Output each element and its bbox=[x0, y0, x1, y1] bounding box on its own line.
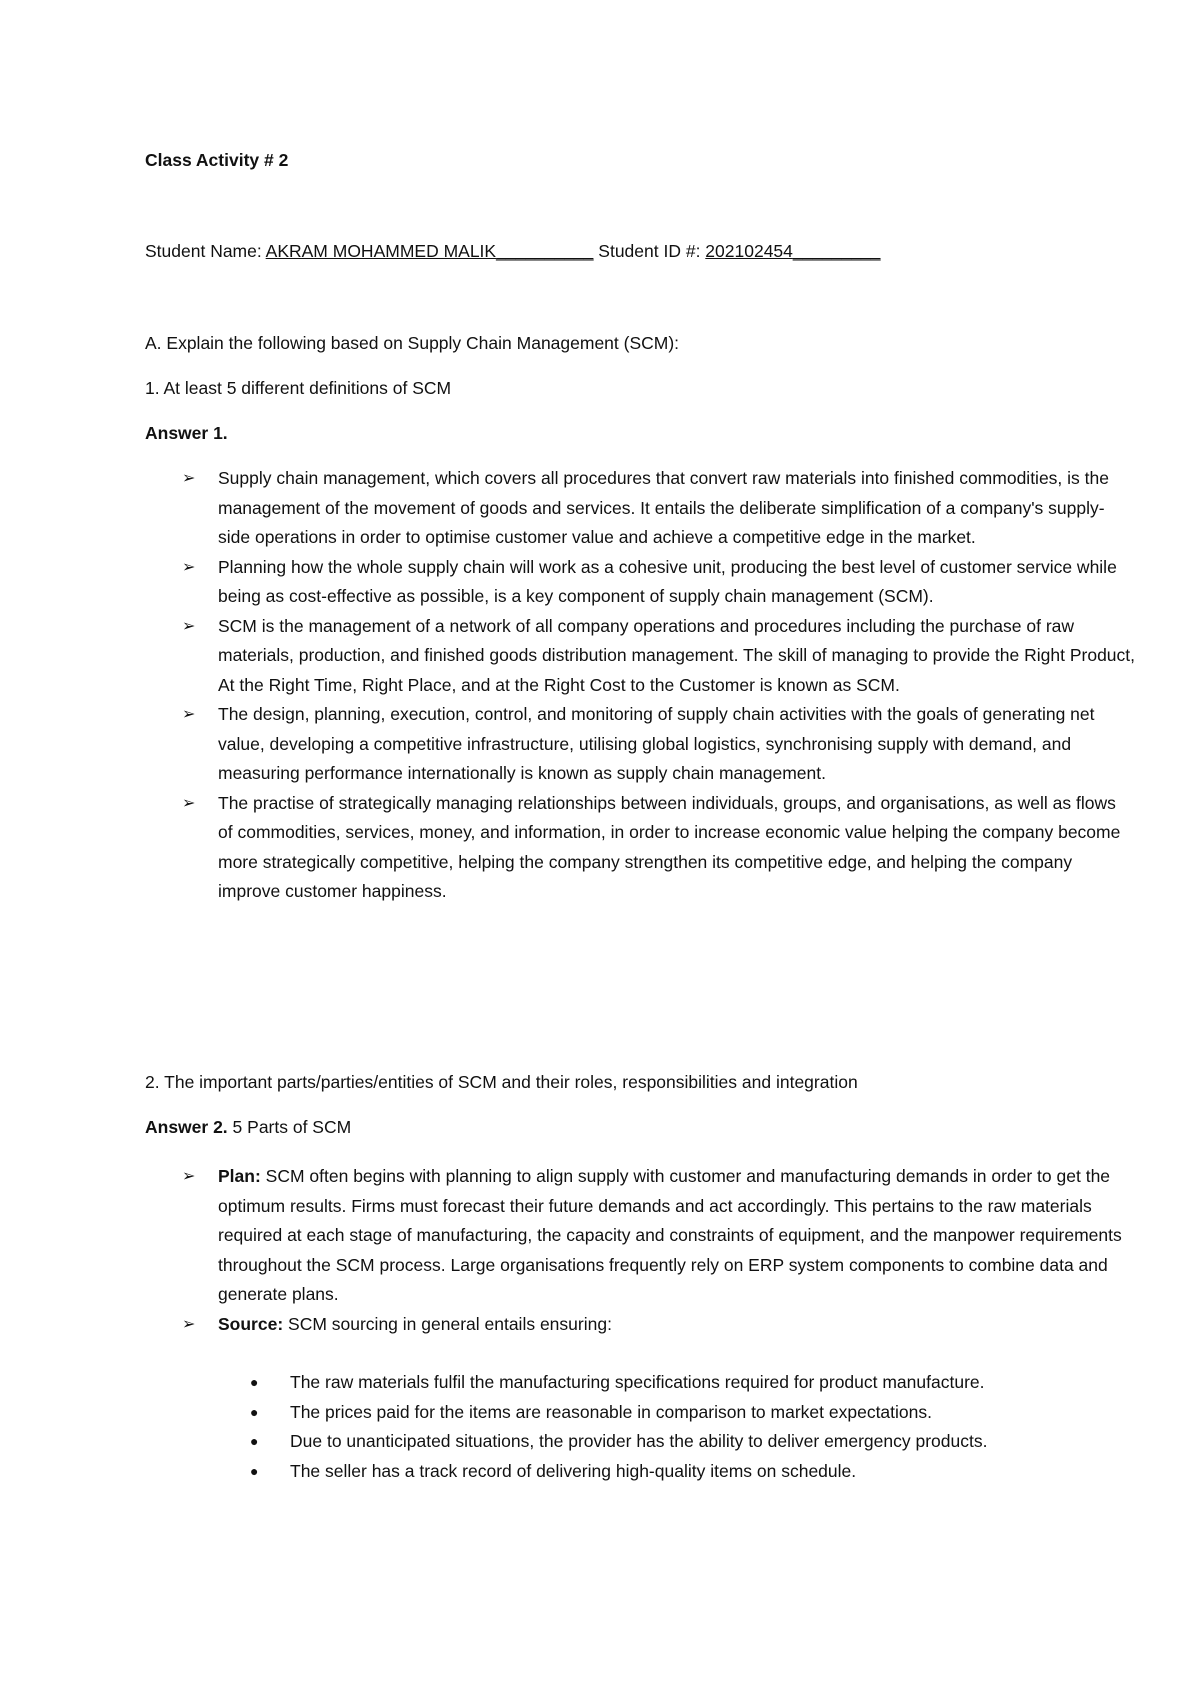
student-id-label: Student ID #: bbox=[593, 241, 706, 261]
arrow-bullet-icon: ➢ bbox=[182, 470, 196, 487]
answer-1-heading: Answer 1. bbox=[145, 423, 228, 443]
list-item: ➢ The practise of strategically managing relationships between individuals, groups, and organisations, as well as flows of commodities, services, money, and information, in order to increase economic value helping the company become more strategically competitive, helping the company strengthen its competitive edge, and helping the company improve customer happiness. bbox=[145, 789, 1135, 907]
list-item: ● Due to unanticipated situations, the provider has the ability to deliver emergency products. bbox=[145, 1427, 1135, 1457]
page-title: Class Activity # 2 bbox=[145, 150, 289, 170]
list-item: ● The prices paid for the items are reasonable in comparison to market expectations. bbox=[145, 1398, 1135, 1428]
student-name-label: Student Name: bbox=[145, 241, 266, 261]
arrow-bullet-icon: ➢ bbox=[182, 794, 196, 812]
question-1: 1. At least 5 different definitions of SCM bbox=[145, 378, 452, 398]
definitions-list bbox=[145, 464, 1200, 907]
dot-bullet-icon: ● bbox=[250, 1403, 259, 1420]
answer-2-heading: Answer 2. 5 Parts of SCM bbox=[145, 1117, 352, 1137]
student-name-value: AKRAM MOHAMMED MALIK__________ bbox=[265, 241, 594, 261]
list-item: ➢ Supply chain management, which covers all procedures that convert raw materials into finished commodities, is the management of the movement of goods and services. It entails the deliberate simplification of a company's supply-side operations in order to optimise customer value and achieve a competitive edge in the market. bbox=[145, 464, 1135, 553]
list-item-plan: ➢ Plan: SCM often begins with planning to align supply with customer and manufacturing demands in order to get the optimum results. Firms must forecast their future demands and act accordingly. This pertains to the raw materials required at each stage of manufacturing, the capacity and constraints of equipment, and the manpower requirements throughout the SCM process. Large organisations frequently rely on ERP system components to combine data and generate plans. bbox=[145, 1162, 1135, 1310]
list-item-source: ➢ Source: SCM sourcing in general entails ensuring: bbox=[145, 1310, 1135, 1340]
dot-bullet-icon: ● bbox=[250, 1374, 259, 1390]
list-item: ➢ The design, planning, execution, control, and monitoring of supply chain activities with the goals of generating net value, developing a competitive infrastructure, utilising global logistics, synchronising supply with demand, and measuring performance internationally is known as supply chain management. bbox=[145, 700, 1135, 789]
arrow-bullet-icon: ➢ bbox=[182, 1168, 196, 1185]
list-item: ➢ SCM is the management of a network of all company operations and procedures including the purchase of raw materials, production, and finished goods distribution management. The skill of managing to provide the Right Product, At the Right Time, Right Place, and at the Right Cost to the Customer is known as SCM. bbox=[145, 612, 1135, 701]
list-item: ● The seller has a track record of delivering high-quality items on schedule. bbox=[145, 1457, 1135, 1487]
list-item: ● The raw materials fulfil the manufacturing specifications required for product manufacture. bbox=[145, 1368, 1135, 1398]
list-item: ➢ Planning how the whole supply chain will work as a cohesive unit, producing the best level of customer service while being as cost-effective as possible, is a key component of supply chain management (SCM). bbox=[145, 553, 1135, 612]
dot-bullet-icon: ● bbox=[250, 1433, 259, 1449]
scm-parts-list bbox=[145, 1162, 1200, 1339]
question-2: 2. The important parts/parties/entities of SCM and their roles, responsibilities and integration bbox=[145, 1072, 858, 1092]
source-criteria-list bbox=[145, 1368, 1200, 1486]
student-info-line bbox=[145, 237, 1200, 267]
arrow-bullet-icon: ➢ bbox=[182, 1315, 196, 1333]
arrow-bullet-icon: ➢ bbox=[182, 617, 196, 635]
section-a-heading: A. Explain the following based on Supply Chain Management (SCM): bbox=[145, 333, 680, 353]
dot-bullet-icon: ● bbox=[250, 1462, 259, 1479]
arrow-bullet-icon: ➢ bbox=[182, 706, 196, 723]
student-id-value: 202102454_________ bbox=[705, 241, 881, 261]
arrow-bullet-icon: ➢ bbox=[182, 558, 196, 576]
